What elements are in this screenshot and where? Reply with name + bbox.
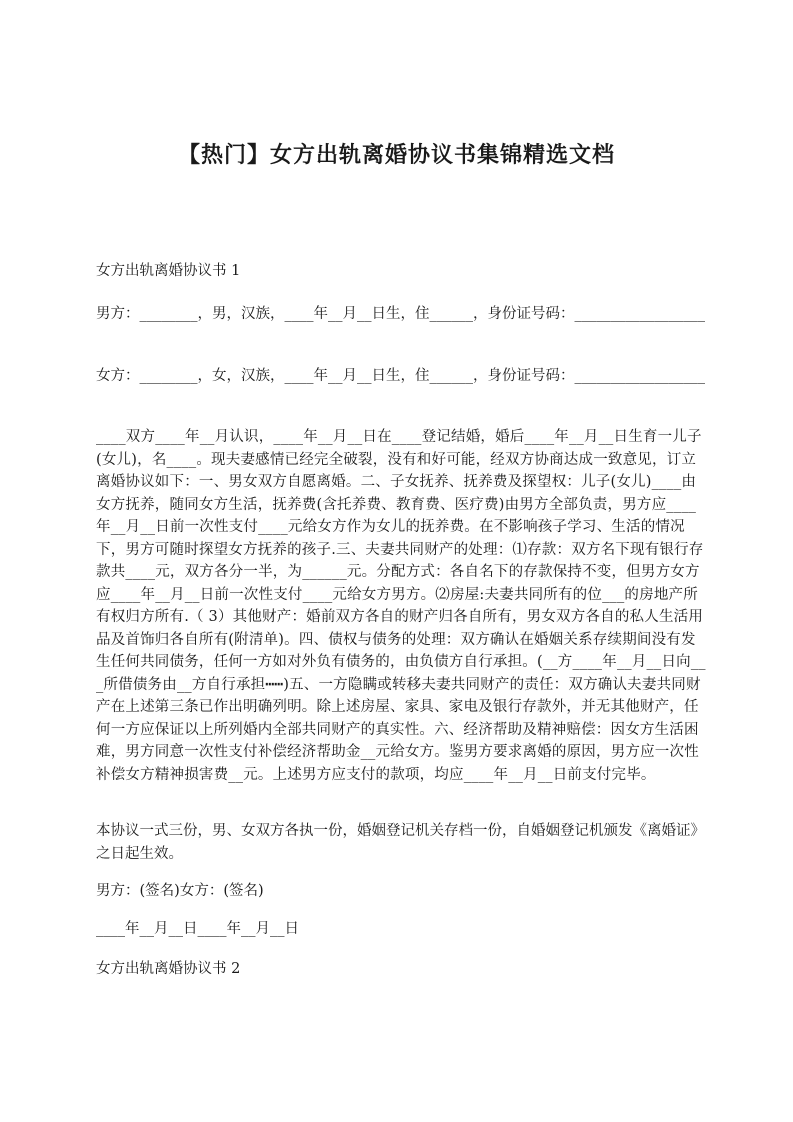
party-female-line: 女方：________，女，汉族，____年__月__日生，住______，身份证号码：__________________ [96, 368, 705, 384]
date-line: ____年__月__日____年__月__日 [96, 921, 299, 937]
signature-line: 男方：(签名)女方：(签名) [96, 883, 264, 899]
party-male-line: 男方：________，男，汉族，____年__月__日生，住______，身份证号码：__________________ [96, 306, 705, 322]
document-title: 【热门】女方出轨离婚协议书集锦精选文档 [177, 143, 615, 168]
section-heading-1: 女方出轨离婚协议书 1 [96, 263, 241, 279]
validity-clause: 本协议一式三份，男、女双方各执一份，婚姻登记机关存档一份，自婚姻登记机颁发《离婚证》之日起生效。 [96, 823, 705, 862]
section-heading-2: 女方出轨离婚协议书 2 [96, 961, 241, 977]
agreement-body: ____双方____年__月认识，____年__月__日在____登记结婚，婚后____年__月__日生育一儿子(女儿)，名____。现夫妻感情已经完全破裂，没有和好可能，经双方协商达成一致意见，订立离婚协议如下：一、男女双方自愿离婚。二、子女抚养、抚养费及探望权：儿子(女儿)____由女方抚养，随同女方生活，抚养费(含托养费、教育费、医疗费)由男方全部负责，男方应____年__月__日前一次性支付____元给女方作为女儿的抚养费。在不影响孩子学习、生活的情况下，男方可随时探望女方抚养的孩子.三、夫妻共同财产的处理：⑴存款：双方名下现有银行存款共____元，双方各分一半，为______元。分配方式：各自名下的存款保持不变，但男方女方应____年__月__日前一次性支付____元给女方男方。⑵房屋:夫妻共同所有的位___的房地产所有权归方所有.（ 3）其他财产：婚前双方各自的财产归各自所有，男女双方各自的私人生活用品及首饰归各自所有(附清单)。四、债权与债务的处理：双方确认在婚姻关系存续期间没有发生任何共同债务，任何一方如对外负有债务的，由负债方自行承担。(__方____年__月__日向___所借债务由__方自行承担┅┅)五、一方隐瞒或转移夫妻共同财产的责任：双方确认夫妻共同财产在上述第三条已作出明确列明。除上述房屋、家具、家电及银行存款外，并无其他财产，任何一方应保证以上所列婚内全部共同财产的真实性。六、经济帮助及精神赔偿：因女方生活困难，男方同意一次性支付补偿经济帮助金__元给女方。鉴男方要求离婚的原因，男方应一次性补偿女方精神损害费__元。上述男方应支付的款项，均应____年__月__日前支付完毕。 [96, 429, 706, 783]
